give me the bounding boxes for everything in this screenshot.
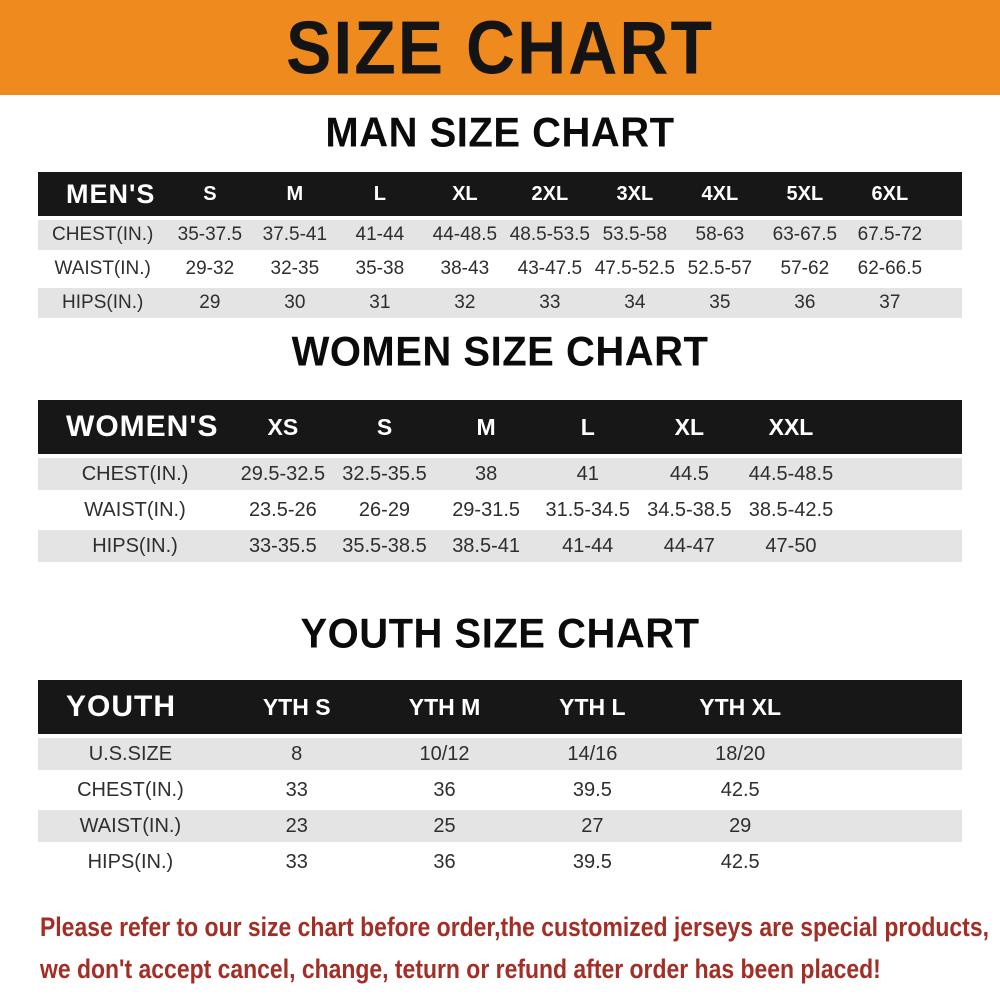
size-column-header: S <box>167 172 252 218</box>
size-value: 33 <box>223 844 371 880</box>
size-value: 47.5-52.5 <box>592 252 677 286</box>
header-spacer <box>842 400 962 456</box>
row-spacer <box>842 456 962 492</box>
size-value: 14/16 <box>518 736 666 772</box>
youth-ussize-row <box>38 736 962 772</box>
size-value: 57-62 <box>762 252 847 286</box>
size-value: 38 <box>435 456 537 492</box>
size-value: 18/20 <box>666 736 814 772</box>
size-value: 34 <box>592 286 677 320</box>
size-value: 36 <box>371 844 519 880</box>
size-value: 48.5-53.5 <box>507 218 592 252</box>
size-value: 41-44 <box>537 528 639 564</box>
row-label: CHEST(IN.) <box>38 218 167 252</box>
size-value: 35-38 <box>337 252 422 286</box>
size-value: 35 <box>677 286 762 320</box>
size-column-header: YTH XL <box>666 680 814 736</box>
size-value: 10/12 <box>371 736 519 772</box>
size-column-header: XXL <box>740 400 842 456</box>
women-section-heading: WOMEN SIZE CHART <box>291 328 709 376</box>
men-waist-row <box>38 252 962 286</box>
header-spacer <box>932 172 962 218</box>
size-value: 63-67.5 <box>762 218 847 252</box>
youth-size-table <box>38 680 962 882</box>
size-value: 33 <box>223 772 371 808</box>
row-spacer <box>932 252 962 286</box>
men-hips-row <box>38 286 962 320</box>
row-label: HIPS(IN.) <box>38 528 232 564</box>
row-label: WAIST(IN.) <box>38 808 223 844</box>
row-label: WAIST(IN.) <box>38 492 232 528</box>
size-value: 42.5 <box>666 772 814 808</box>
size-value: 58-63 <box>677 218 762 252</box>
size-value: 47-50 <box>740 528 842 564</box>
size-value: 41 <box>537 456 639 492</box>
men-header-row <box>38 172 962 218</box>
size-column-header: 5XL <box>762 172 847 218</box>
size-value: 29-32 <box>167 252 252 286</box>
size-column-header: XL <box>639 400 741 456</box>
size-value: 29.5-32.5 <box>232 456 334 492</box>
page-title: SIZE CHART <box>286 5 714 90</box>
size-value: 37.5-41 <box>252 218 337 252</box>
size-column-header: M <box>252 172 337 218</box>
header-spacer <box>814 680 962 736</box>
size-value: 39.5 <box>518 772 666 808</box>
size-value: 27 <box>518 808 666 844</box>
size-value: 25 <box>371 808 519 844</box>
footer-disclaimer-line2: we don't accept cancel, change, teturn or refund after order has been placed! <box>40 954 881 984</box>
women-header-row <box>38 400 962 456</box>
size-value: 34.5-38.5 <box>639 492 741 528</box>
size-value: 23.5-26 <box>232 492 334 528</box>
row-label: WAIST(IN.) <box>38 252 167 286</box>
size-column-header: XS <box>232 400 334 456</box>
size-value: 38.5-41 <box>435 528 537 564</box>
size-value: 26-29 <box>334 492 436 528</box>
youth-table-title: YOUTH <box>38 680 223 736</box>
size-value: 29 <box>666 808 814 844</box>
size-value: 36 <box>371 772 519 808</box>
size-value: 37 <box>847 286 932 320</box>
youth-chest-row <box>38 772 962 808</box>
row-spacer <box>814 772 962 808</box>
size-value: 39.5 <box>518 844 666 880</box>
size-value: 32-35 <box>252 252 337 286</box>
women-waist-row <box>38 492 962 528</box>
row-label: CHEST(IN.) <box>38 456 232 492</box>
row-spacer <box>814 808 962 844</box>
men-chest-row <box>38 218 962 252</box>
size-value: 53.5-58 <box>592 218 677 252</box>
size-value: 52.5-57 <box>677 252 762 286</box>
size-column-header: M <box>435 400 537 456</box>
youth-size-section <box>0 612 1000 882</box>
row-label: CHEST(IN.) <box>38 772 223 808</box>
size-column-header: S <box>334 400 436 456</box>
size-value: 42.5 <box>666 844 814 880</box>
youth-section-heading: YOUTH SIZE CHART <box>300 610 700 658</box>
women-size-table <box>38 400 962 566</box>
size-value: 29 <box>167 286 252 320</box>
size-value: 38-43 <box>422 252 507 286</box>
row-spacer <box>932 218 962 252</box>
size-value: 31.5-34.5 <box>537 492 639 528</box>
women-size-section <box>0 330 1000 566</box>
size-value: 36 <box>762 286 847 320</box>
size-value: 33 <box>507 286 592 320</box>
size-value: 44.5 <box>639 456 741 492</box>
row-spacer <box>842 528 962 564</box>
size-value: 43-47.5 <box>507 252 592 286</box>
size-value: 38.5-42.5 <box>740 492 842 528</box>
women-table-title: WOMEN'S <box>38 400 232 456</box>
size-value: 31 <box>337 286 422 320</box>
orange-banner <box>0 0 1000 95</box>
row-spacer <box>814 844 962 880</box>
size-value: 32 <box>422 286 507 320</box>
size-column-header: YTH M <box>371 680 519 736</box>
size-column-header: YTH S <box>223 680 371 736</box>
youth-header-row <box>38 680 962 736</box>
size-value: 67.5-72 <box>847 218 932 252</box>
footer-disclaimer <box>40 906 1000 990</box>
row-spacer <box>842 492 962 528</box>
size-column-header: L <box>337 172 422 218</box>
row-spacer <box>814 736 962 772</box>
size-column-header: 4XL <box>677 172 762 218</box>
size-column-header: L <box>537 400 639 456</box>
row-label: HIPS(IN.) <box>38 286 167 320</box>
size-value: 44-47 <box>639 528 741 564</box>
youth-waist-row <box>38 808 962 844</box>
size-column-header: 6XL <box>847 172 932 218</box>
man-size-section <box>0 111 1000 322</box>
size-value: 33-35.5 <box>232 528 334 564</box>
row-label: U.S.SIZE <box>38 736 223 772</box>
women-chest-row <box>38 456 962 492</box>
size-value: 41-44 <box>337 218 422 252</box>
size-value: 23 <box>223 808 371 844</box>
men-table-title: MEN'S <box>38 172 167 218</box>
man-section-heading: MAN SIZE CHART <box>325 109 675 157</box>
size-column-header: XL <box>422 172 507 218</box>
size-value: 35.5-38.5 <box>334 528 436 564</box>
footer-disclaimer-line1: Please refer to our size chart before order,the customized jerseys are special products, <box>40 912 989 942</box>
size-value: 30 <box>252 286 337 320</box>
men-size-table <box>38 172 962 322</box>
row-label: HIPS(IN.) <box>38 844 223 880</box>
women-hips-row <box>38 528 962 564</box>
size-value: 29-31.5 <box>435 492 537 528</box>
size-column-header: 2XL <box>507 172 592 218</box>
size-value: 44.5-48.5 <box>740 456 842 492</box>
size-value: 32.5-35.5 <box>334 456 436 492</box>
size-value: 62-66.5 <box>847 252 932 286</box>
size-value: 35-37.5 <box>167 218 252 252</box>
size-column-header: YTH L <box>518 680 666 736</box>
size-value: 44-48.5 <box>422 218 507 252</box>
size-value: 8 <box>223 736 371 772</box>
size-column-header: 3XL <box>592 172 677 218</box>
row-spacer <box>932 286 962 320</box>
youth-hips-row <box>38 844 962 880</box>
